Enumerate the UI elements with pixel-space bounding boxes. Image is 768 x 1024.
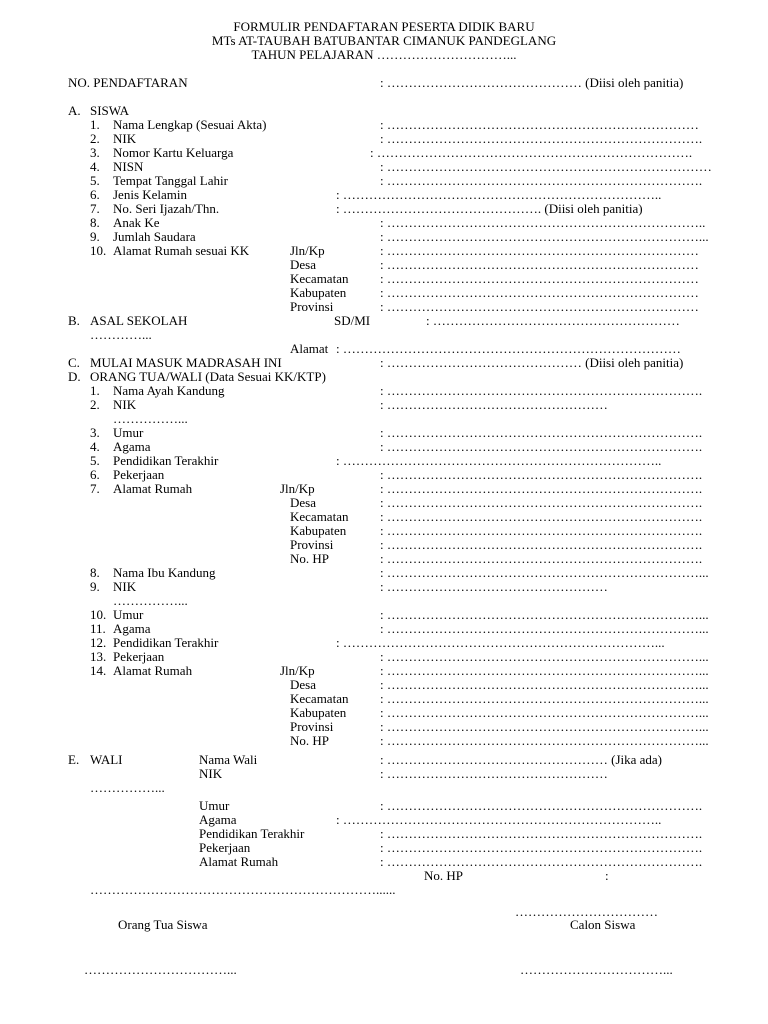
address-input[interactable]: : ………………………………………………………………	[380, 257, 699, 272]
field-label: Pekerjaan	[113, 649, 165, 664]
field-label: Agama	[199, 812, 237, 827]
field-input[interactable]: : ……………………………………………………………….	[380, 383, 703, 398]
section-d-title: ORANG TUA/WALI (Data Sesuai KK/KTP)	[90, 369, 326, 384]
field-input[interactable]: : …………………………………………………………………	[380, 159, 712, 174]
mother-nik-input-cont[interactable]: ……………...	[113, 593, 188, 608]
field-input[interactable]: : ………………………………………………………………...	[336, 635, 665, 650]
address-label: Desa	[290, 257, 316, 272]
field-label: Nomor Kartu Keluarga	[113, 145, 234, 160]
list-item-number: 6.	[90, 467, 100, 482]
academic-year: TAHUN PELAJARAN …………………………...	[251, 47, 517, 62]
form-title: FORMULIR PENDAFTARAN PESERTA DIDIK BARU	[233, 19, 535, 34]
address-label: Provinsi	[290, 719, 334, 734]
signature-date-field[interactable]: ……………………………	[515, 904, 658, 919]
guardian-name-input[interactable]: : …………………………………………… (Jika ada)	[380, 752, 663, 767]
field-label: Pekerjaan	[199, 840, 251, 855]
field-label: NISN	[113, 159, 144, 174]
field-input[interactable]: : ……………………………………………………………….	[370, 145, 693, 160]
father-nik-input-cont[interactable]: ……………...	[113, 411, 188, 426]
school-address-label: Alamat	[290, 341, 329, 356]
list-item-number: 8.	[90, 565, 100, 580]
list-item-number: 3.	[90, 425, 100, 440]
field-label: Alamat Rumah sesuai KK	[113, 243, 250, 258]
address-label: Kabupaten	[290, 705, 347, 720]
address-label: Kabupaten	[290, 285, 347, 300]
field-input[interactable]: : ……………………………………………………………….	[380, 826, 703, 841]
section-e-title: WALI	[90, 752, 123, 767]
address-input[interactable]: : ……………………………………………………………….	[380, 481, 703, 496]
field-input[interactable]: : ………………………………………………………………..	[336, 812, 662, 827]
guardian-nik-input[interactable]: : ……………………………………………	[380, 766, 608, 781]
address-label: No. HP	[290, 551, 330, 566]
field-label: Nama Ibu Kandung	[113, 565, 216, 580]
field-label: Agama	[113, 621, 151, 636]
address-label: Kecamatan	[290, 271, 349, 286]
list-item-number: 5.	[90, 453, 100, 468]
list-item-number: 8.	[90, 215, 100, 230]
parent-signature-label: Orang Tua Siswa	[118, 917, 208, 932]
list-item-number: 7.	[90, 481, 100, 496]
address-input[interactable]: : ……………………………………………………………….	[380, 495, 703, 510]
address-input[interactable]: : ……………………………………………………………….	[380, 523, 703, 538]
field-input[interactable]: : ………………………………………………………………...	[380, 565, 709, 580]
field-label: Pendidikan Terakhir	[113, 453, 219, 468]
field-label: No. Seri Ijazah/Thn.	[113, 201, 220, 216]
address-label: Provinsi	[290, 299, 334, 314]
field-label: Pendidikan Terakhir	[199, 826, 305, 841]
registration-number-label: NO. PENDAFTARAN	[68, 75, 188, 90]
field-input[interactable]: : ……………………………………………………………….	[380, 798, 703, 813]
student-signature-label: Calon Siswa	[570, 917, 636, 932]
field-input[interactable]: : ……………………………………………	[380, 397, 608, 412]
school-name-input-cont[interactable]: …………...	[90, 327, 152, 342]
field-input[interactable]: : ………………………………………………………………..	[380, 215, 706, 230]
field-label: Nama Lengkap (Sesuai Akta)	[113, 117, 267, 132]
address-input[interactable]: : ………………………………………………………………	[380, 243, 699, 258]
list-item-number: 13.	[90, 649, 107, 664]
address-label: Jln/Kp	[280, 663, 315, 678]
field-input[interactable]: : ……………………………………………………………….	[380, 840, 703, 855]
field-label: Pekerjaan	[113, 467, 165, 482]
list-item-number: 9.	[90, 579, 100, 594]
registration-number-field[interactable]: : ……………………………………… (Diisi oleh panitia)	[380, 75, 684, 90]
field-label: NIK	[113, 131, 137, 146]
address-input[interactable]: : ………………………………………………………………	[380, 285, 699, 300]
guardian-nik-input-cont[interactable]: ……………...	[90, 780, 165, 795]
field-input[interactable]: : ……………………………………………………………….	[380, 131, 703, 146]
list-item-number: 2.	[90, 397, 100, 412]
field-label: Umur	[113, 425, 144, 440]
school-name: MTs AT-TAUBAH BATUBANTAR CIMANUK PANDEGLANG	[211, 33, 557, 48]
list-item-number: 1.	[90, 383, 100, 398]
address-input[interactable]: : ………………………………………………………………...	[380, 733, 709, 748]
address-label: Desa	[290, 495, 316, 510]
address-label: Jln/Kp	[280, 481, 315, 496]
field-input[interactable]: : ……………………………………………	[380, 579, 608, 594]
section-b-letter: B.	[68, 313, 80, 328]
address-label: No. HP	[290, 733, 330, 748]
address-label: Kecamatan	[290, 509, 349, 524]
school-name-input[interactable]: : …………………………………………………	[426, 313, 680, 328]
student-signature-line[interactable]: ……………………………...	[520, 962, 673, 977]
field-label: NIK	[113, 579, 137, 594]
field-label: Jenis Kelamin	[113, 187, 188, 202]
address-input[interactable]: : ………………………………………………………………	[380, 299, 699, 314]
guardian-nik-label: NIK	[199, 766, 223, 781]
field-label: Umur	[113, 607, 144, 622]
field-label: Alamat Rumah	[199, 854, 279, 869]
field-label: Nama Ayah Kandung	[113, 383, 225, 398]
field-label: Umur	[199, 798, 230, 813]
parent-signature-line[interactable]: ……………………………...	[84, 962, 237, 977]
address-input[interactable]: : ……………………………………………………………….	[380, 551, 703, 566]
guardian-name-label: Nama Wali	[199, 752, 258, 767]
section-c-letter: C.	[68, 355, 80, 370]
field-label: Agama	[113, 439, 151, 454]
field-input[interactable]: : ………………………………………………………………...	[380, 607, 709, 622]
school-address-input[interactable]: : ……………………………………………………………………	[336, 341, 681, 356]
list-item-number: 10.	[90, 607, 107, 622]
list-item-number: 14.	[90, 663, 107, 678]
field-input[interactable]: : ………………………………………. (Diisi oleh panitia)	[336, 201, 643, 216]
address-label: Jln/Kp	[290, 243, 325, 258]
list-item-number: 4.	[90, 439, 100, 454]
field-input[interactable]: : ……………………………………………………………….	[380, 467, 703, 482]
list-item-number: 3.	[90, 145, 100, 160]
field-label: Jumlah Saudara	[113, 229, 196, 244]
address-input[interactable]: : ………………………………………………………………...	[380, 677, 709, 692]
field-input[interactable]: : ………………………………………………………………...	[380, 621, 709, 636]
section-d-letter: D.	[68, 369, 81, 384]
section-a-title: SISWA	[90, 103, 130, 118]
guardian-phone-input[interactable]: …………………………………………………………......	[90, 882, 396, 897]
start-date-input[interactable]: : ……………………………………… (Diisi oleh panitia)	[380, 355, 684, 370]
list-item-number: 7.	[90, 201, 100, 216]
list-item-number: 10.	[90, 243, 107, 258]
field-label: NIK	[113, 397, 137, 412]
address-input[interactable]: : ……………………………………………………………….	[380, 509, 703, 524]
address-label: Provinsi	[290, 537, 334, 552]
address-input[interactable]: : ……………………………………………………………….	[380, 537, 703, 552]
list-item-number: 4.	[90, 159, 100, 174]
field-label: Pendidikan Terakhir	[113, 635, 219, 650]
field-input[interactable]: : ……………………………………………………………….	[380, 439, 703, 454]
field-label: Alamat Rumah	[113, 481, 193, 496]
list-item-number: 5.	[90, 173, 100, 188]
list-item-number: 9.	[90, 229, 100, 244]
address-label: Kabupaten	[290, 523, 347, 538]
field-label: Alamat Rumah	[113, 663, 193, 678]
list-item-number: 12.	[90, 635, 107, 650]
field-label: Anak Ke	[113, 215, 160, 230]
field-input[interactable]: : ……………………………………………………………….	[380, 173, 703, 188]
guardian-phone-label: No. HP	[424, 868, 464, 883]
address-input[interactable]: : ………………………………………………………………...	[380, 663, 709, 678]
list-item-number: 1.	[90, 117, 100, 132]
address-input[interactable]: : ………………………………………………………………...	[380, 719, 709, 734]
section-a-letter: A.	[68, 103, 81, 118]
address-input[interactable]: : ………………………………………………………………	[380, 271, 699, 286]
section-c-title: MULAI MASUK MADRASAH INI	[90, 355, 282, 370]
field-input[interactable]: : ……………………………………………………………….	[380, 425, 703, 440]
section-e-letter: E.	[68, 752, 80, 767]
field-input[interactable]: : ………………………………………………………………...	[380, 649, 709, 664]
school-level-label: SD/MI	[334, 313, 371, 328]
section-b-title: ASAL SEKOLAH	[90, 313, 188, 328]
guardian-phone-colon: :	[605, 868, 609, 883]
list-item-number: 2.	[90, 131, 100, 146]
address-input[interactable]: : ………………………………………………………………...	[380, 691, 709, 706]
field-input[interactable]: : ……………………………………………………………….	[380, 854, 703, 869]
address-label: Kecamatan	[290, 691, 349, 706]
address-label: Desa	[290, 677, 316, 692]
field-input[interactable]: : ………………………………………………………………..	[336, 453, 662, 468]
field-input[interactable]: : ………………………………………………………………..	[336, 187, 662, 202]
field-input[interactable]: : ………………………………………………………………	[380, 117, 699, 132]
list-item-number: 11.	[90, 621, 106, 636]
list-item-number: 6.	[90, 187, 100, 202]
address-input[interactable]: : ………………………………………………………………...	[380, 705, 709, 720]
field-label: Tempat Tanggal Lahir	[113, 173, 228, 188]
field-input[interactable]: : ………………………………………………………………...	[380, 229, 709, 244]
